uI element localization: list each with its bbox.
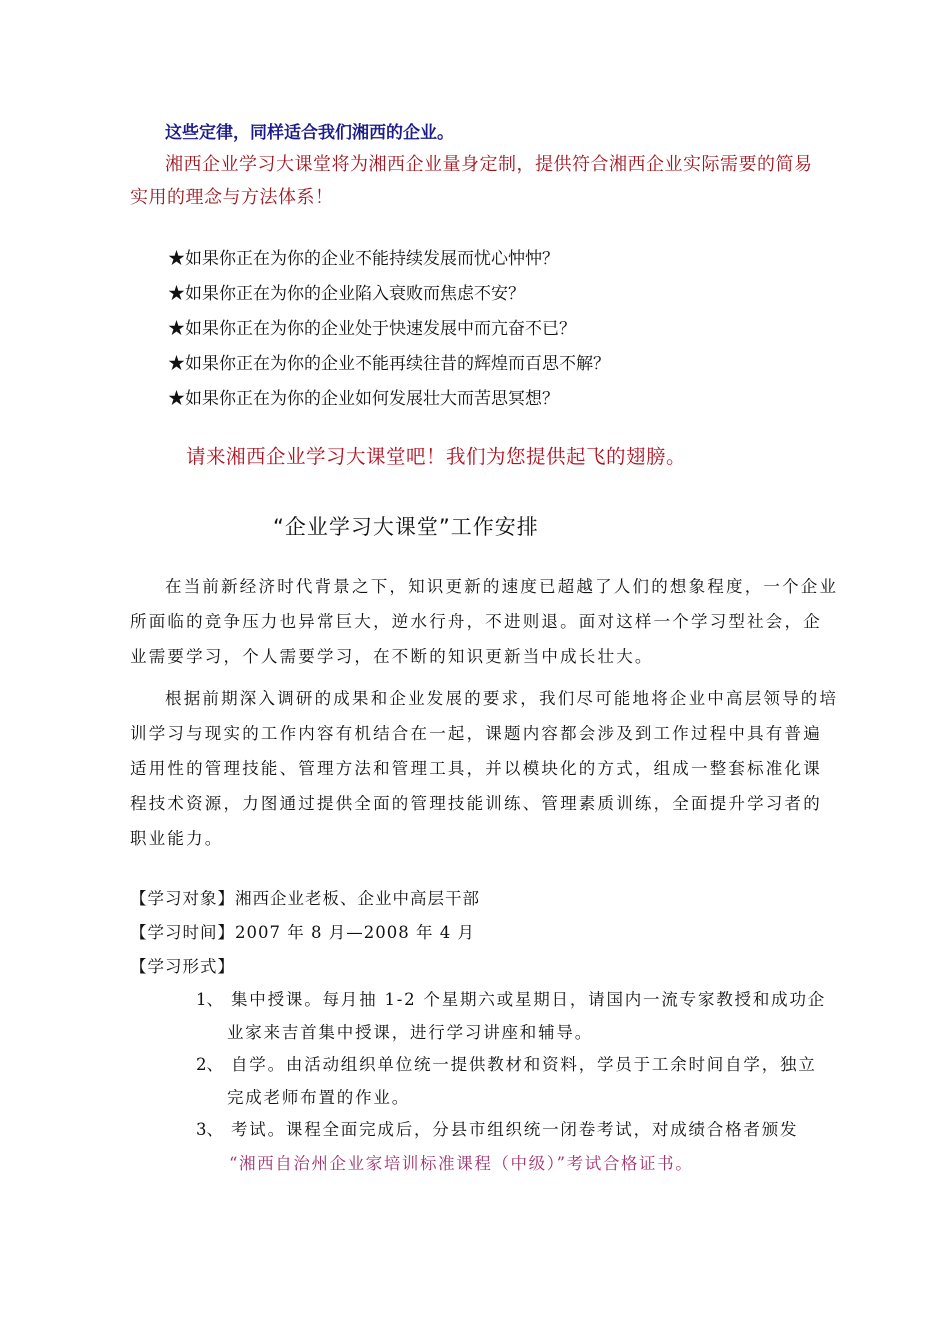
intro-line-2a: 湘西企业学习大课堂将为湘西企业量身定制，提供符合湘西企业实际需要的简易 xyxy=(165,154,813,175)
field-time: 【学习时间】2007 年 8 月—2008 年 4 月 xyxy=(130,923,475,942)
form-2-line-1: 自学。由活动组织单位统一提供教材和资料，学员于工余时间自学，独立 xyxy=(231,1055,817,1074)
form-1-line-1: 集中授课。每月抽 1-2 个星期六或星期日，请国内一流专家教授和成功企 xyxy=(231,990,827,1009)
para2-line-4: 程技术资源，力图通过提供全面的管理技能训练、管理素质训练，全面提升学习者的 xyxy=(130,794,822,813)
intro-line-2b: 实用的理念与方法体系！ xyxy=(130,187,334,208)
question-5: ★如果你正在为你的企业如何发展壮大而苦思冥想？ xyxy=(168,389,559,409)
invite-slogan: 请来湘西企业学习大课堂吧！我们为您提供起飞的翅膀。 xyxy=(186,445,687,468)
section-title: “企业学习大课堂”工作安排 xyxy=(273,515,539,539)
form-1-line-2: 业家来吉首集中授课，进行学习讲座和辅导。 xyxy=(227,1023,593,1042)
para2-line-3: 适用性的管理技能、管理方法和管理工具，并以模块化的方式，组成一整套标准化课 xyxy=(130,759,822,778)
intro-line-1: 这些定律，同样适合我们湘西的企业。 xyxy=(165,123,454,143)
form-2-line-2: 完成老师布置的作业。 xyxy=(227,1088,410,1107)
certificate-name: “湘西自治州企业家培训标准课程（中级）”考试合格证书。 xyxy=(229,1154,694,1173)
form-1-number: 1、 xyxy=(196,990,223,1009)
form-2-number: 2、 xyxy=(196,1055,223,1074)
question-3: ★如果你正在为你的企业处于快速发展中而亢奋不已？ xyxy=(168,319,576,339)
form-3-line-1: 考试。课程全面完成后，分县市组织统一闭卷考试，对成绩合格者颁发 xyxy=(231,1120,799,1139)
para1-line-3: 业需要学习，个人需要学习，在不断的知识更新当中成长壮大。 xyxy=(130,647,654,666)
form-3-number: 3、 xyxy=(196,1120,223,1139)
field-form: 【学习形式】 xyxy=(130,957,235,976)
field-target: 【学习对象】湘西企业老板、企业中高层干部 xyxy=(130,889,480,908)
question-1: ★如果你正在为你的企业不能持续发展而忧心忡忡？ xyxy=(168,249,559,269)
question-2: ★如果你正在为你的企业陷入衰败而焦虑不安？ xyxy=(168,284,525,304)
question-4: ★如果你正在为你的企业不能再续往昔的辉煌而百思不解？ xyxy=(168,354,610,374)
para1-line-2: 所面临的竞争压力也异常巨大，逆水行舟，不进则退。面对这样一个学习型社会，企 xyxy=(130,612,822,631)
para2-line-2: 训学习与现实的工作内容有机结合在一起，课题内容都会涉及到工作过程中具有普遍 xyxy=(130,724,822,743)
para2-line-5: 职业能力。 xyxy=(130,829,224,848)
para1-line-1: 在当前新经济时代背景之下，知识更新的速度已超越了人们的想象程度，一个企业 xyxy=(165,577,839,596)
para2-line-1: 根据前期深入调研的成果和企业发展的要求，我们尽可能地将企业中高层领导的培 xyxy=(165,689,839,708)
